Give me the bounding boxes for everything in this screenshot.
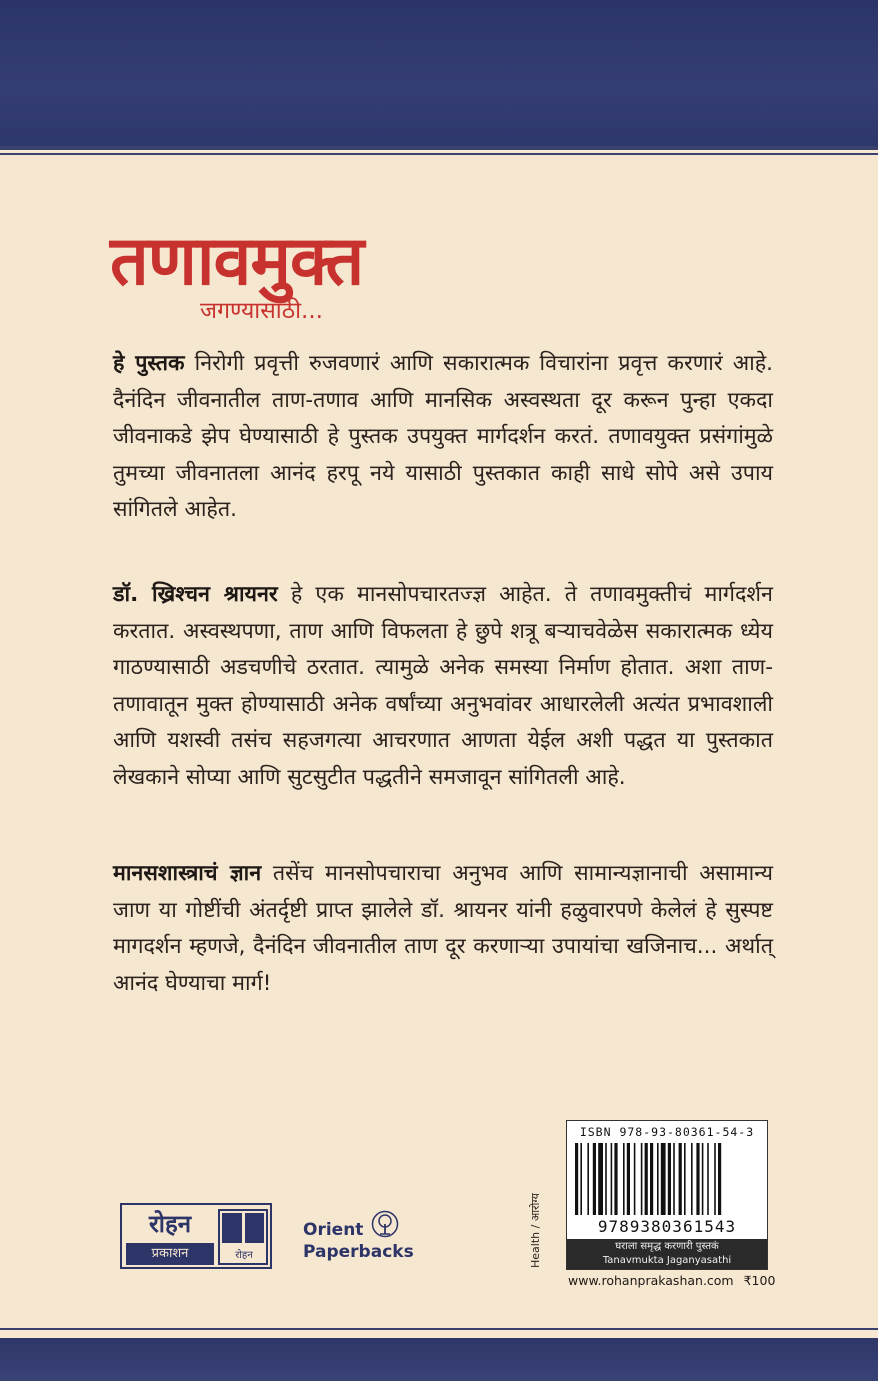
- barcode-bar: [718, 1143, 721, 1215]
- website-url: www.rohanprakashan.com: [568, 1273, 734, 1288]
- blurb-paragraph-3: [113, 856, 773, 1002]
- blurb-paragraph-1: [113, 346, 773, 529]
- barcode-bar: [598, 1143, 603, 1215]
- top-color-band: [0, 0, 878, 146]
- barcode-bar: [605, 1143, 607, 1215]
- caption-line-2: Tanavmukta Jaganyasathi: [602, 1255, 732, 1266]
- paragraph-lead: मानसशास्त्राचं ज्ञान: [113, 861, 262, 886]
- barcode-bar: [650, 1143, 653, 1215]
- bottom-color-band: [0, 1338, 878, 1381]
- barcode-digits: 9789380361543: [597, 1217, 737, 1236]
- isbn-text: ISBN 978-93-80361-54-3: [579, 1125, 755, 1139]
- book-label: रोहन: [235, 1250, 253, 1261]
- barcode-bar: [657, 1143, 659, 1215]
- orient-line2: Paperbacks: [303, 1242, 414, 1262]
- barcode-bar: [614, 1143, 617, 1215]
- barcode-bar: [634, 1143, 636, 1215]
- barcode-bar: [679, 1143, 682, 1215]
- barcode-bar: [684, 1143, 686, 1215]
- paragraph-lead: डॉ. ख्रिश्चन श्रायनर: [113, 582, 278, 607]
- barcode-bar: [702, 1143, 704, 1215]
- barcode-bar: [696, 1143, 699, 1215]
- blurb-paragraph-2: [113, 577, 773, 797]
- barcode-bar: [587, 1143, 589, 1215]
- paragraph-text: हे एक मानसोपचारतज्ज्ञ आहेत. ते तणावमुक्तीचं मार्गदर्शन करतात. अस्वस्थपणा, ताण आणि विफलता हे छुपे शत्रू बऱ्याचवेळेस सकारात्मक ध्येय गाठण्यासाठी अडचणीचे ठरतात. त्यामुळे अनेक समस्या निर्माण होतात. अशा ताण-तणावातून मुक्त होण्यासाठी अनेक वर्षांच्या अनुभवांवर आधारलेली अत्यंत प्रभावशाली आणि यशस्वी तसंच सहजगत्या आचरणात आणता येईल अशी पद्धत या पुस्तकात लेखकाने सोप्या आणि सुटसुटीत पद्धतीने समजावून सांगितली आहे.: [113, 582, 773, 790]
- barcode-bar: [580, 1143, 582, 1215]
- barcode-bar: [623, 1143, 625, 1215]
- barcode-bar: [707, 1143, 709, 1215]
- top-rule: [0, 146, 878, 150]
- book-subtitle: जगण्यासाठी...: [200, 298, 323, 324]
- paragraph-text: निरोगी प्रवृत्ती रुजवणारं आणि सकारात्मक विचारांना प्रवृत्त करणारं आहे. दैनंदिन जीवनातील ताण-तणाव आणि मानसिक अस्वस्थता दूर करून पुन्हा एकदा जीवनाकडे झेप घेण्यासाठी हे पुस्तक उपयुक्त मार्गदर्शन करतं. तणावयुक्त प्रसंगांमुळे तुमच्या जीवनातला आनंद हरपू नये यासाठी पुस्तकात काही साधे सोपे असे उपाय सांगितले आहेत.: [113, 351, 773, 523]
- caption-line-1: घराला समृद्ध करणारी पुस्तकं: [615, 1241, 719, 1252]
- barcode-caption: [567, 1239, 767, 1269]
- publisher-sub: प्रकाशन: [126, 1243, 214, 1265]
- barcode-bar: [668, 1143, 671, 1215]
- bottom-rule-thin: [0, 1328, 878, 1330]
- price: ₹100: [743, 1273, 776, 1288]
- rohan-prakashan-logo: [120, 1203, 272, 1269]
- barcode-bar: [641, 1143, 643, 1215]
- barcode-bar: [661, 1143, 666, 1215]
- publisher-name: रोहन: [148, 1210, 192, 1238]
- top-rule-thin: [0, 153, 878, 155]
- orient-line1: Orient: [303, 1220, 364, 1240]
- website-price-line: [568, 1273, 776, 1288]
- barcode-bar: [627, 1143, 630, 1215]
- book-title: तणावमुक्त: [110, 222, 364, 301]
- barcode-bar: [611, 1143, 613, 1215]
- tree-icon: [371, 1210, 399, 1238]
- paragraph-lead: हे पुस्तक: [113, 351, 185, 376]
- category-label: Health / आरोग्य: [529, 1193, 542, 1268]
- barcode-image: [575, 1143, 759, 1215]
- barcode-bar: [673, 1143, 675, 1215]
- orient-paperbacks-logo: [303, 1210, 418, 1270]
- paragraph-text: तसेंच मानसोपचाराचा अनुभव आणि सामान्यज्ञानाची असामान्य जाण या गोष्टींची अंतर्दृष्टी प्राप्त झालेले डॉ. श्रायनर यांनी हळुवारपणे केलेलं हे सुस्पष्ट मागदर्शन म्हणजे, दैनंदिन जीवनातील ताण दूर करणाऱ्या उपायांचा खजिनाच... अर्थात् आनंद घेण्याचा मार्ग!: [113, 861, 773, 996]
- barcode-bar: [645, 1143, 648, 1215]
- barcode-bar: [691, 1143, 693, 1215]
- barcode-block: [566, 1120, 768, 1270]
- barcode-bar: [714, 1143, 716, 1215]
- barcode-bar: [575, 1143, 578, 1215]
- barcode-bar: [593, 1143, 596, 1215]
